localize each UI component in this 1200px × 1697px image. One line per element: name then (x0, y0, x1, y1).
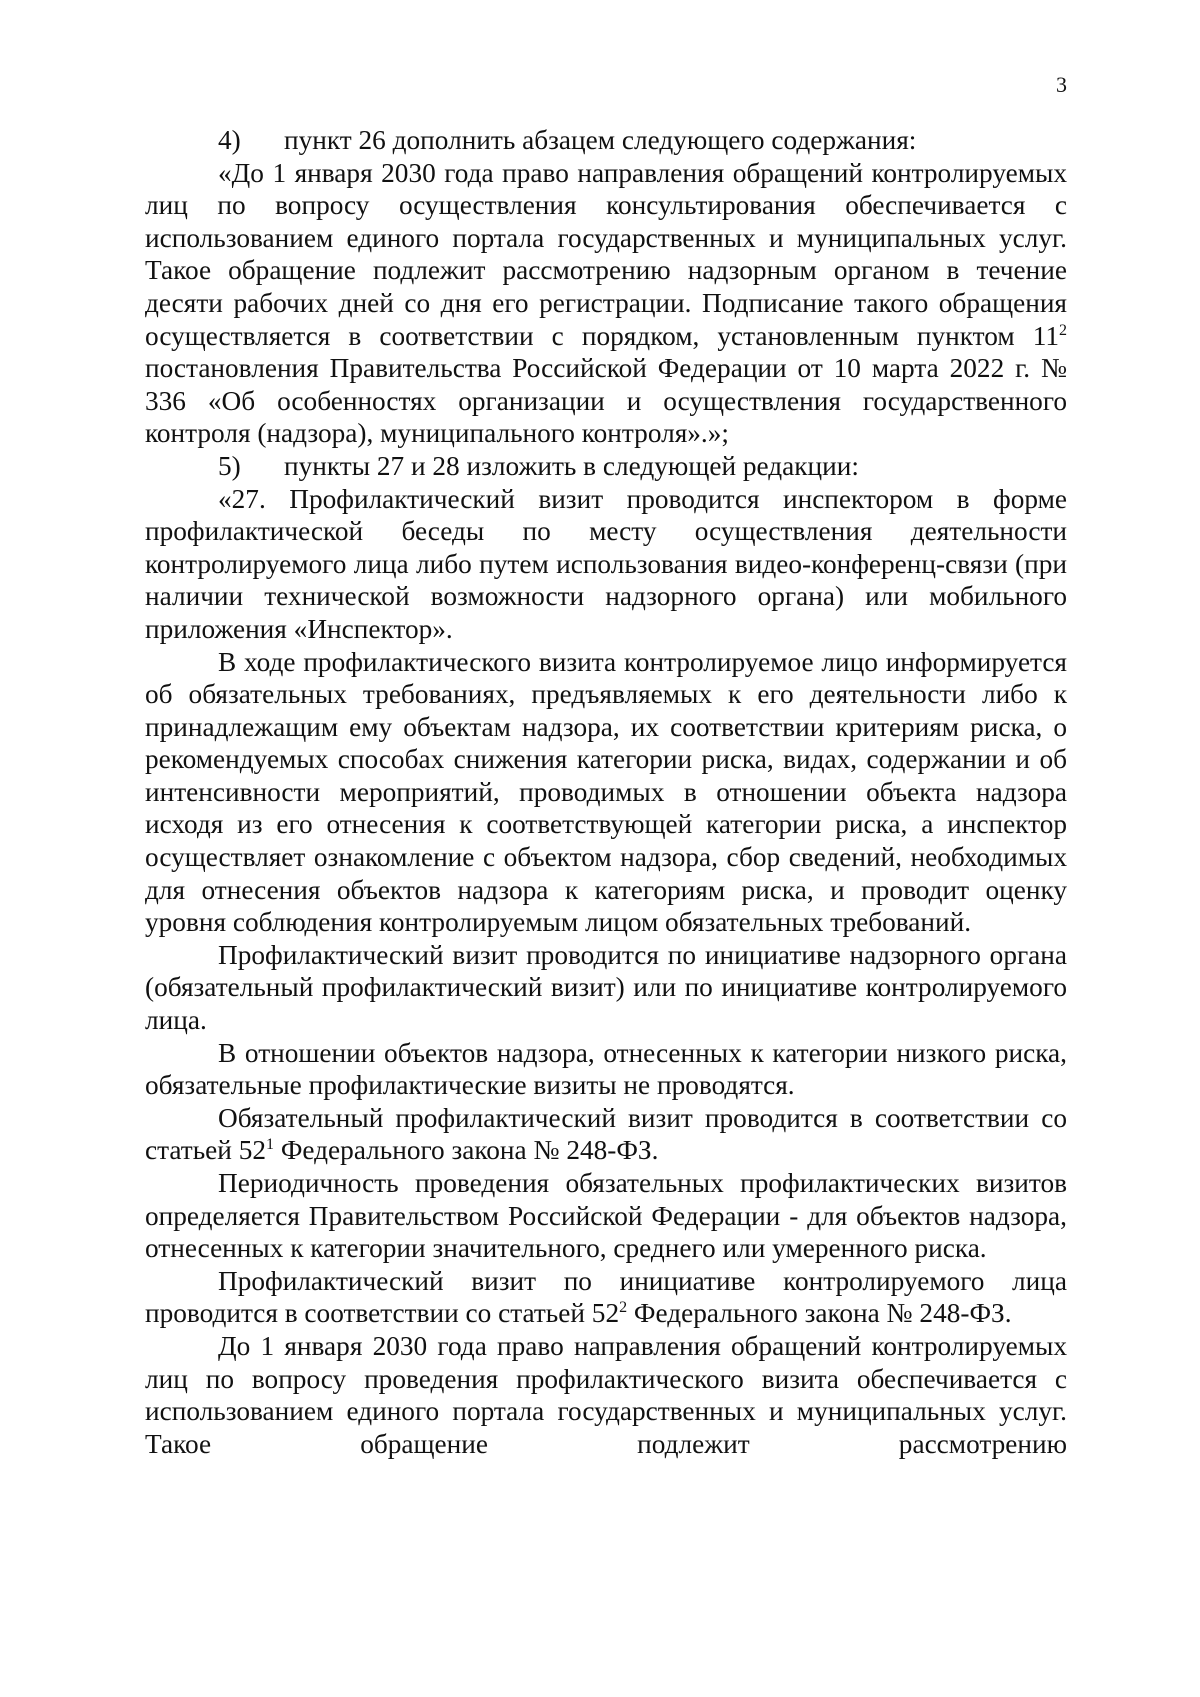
document-body (145, 124, 1067, 1460)
paragraph: Периодичность проведения обязательных профилактических визитов определяется Правительством Российской Федерации - для объектов надзора, отнесенных к категории значительного, среднего или умеренного риска. (145, 1168, 1067, 1264)
text-segment: Профилактический визит по инициативе контролируемого лица проводится в соответствии со статьей 52 (145, 1265, 1067, 1329)
text-segment: Обязательный профилактический визит проводится в соответствии со статьей 52 (145, 1102, 1067, 1166)
item-text: пункты 27 и 28 изложить в следующей редакции: (284, 450, 859, 481)
paragraph-p26-addition (145, 157, 1067, 450)
paragraph: Профилактический визит проводится по инициативе надзорного органа (обязательный профилактический визит) или по инициативе контролируемого лица. (145, 939, 1067, 1036)
paragraph: До 1 января 2030 года право направления обращений контролируемых лиц по вопросу проведения профилактического визита обеспечивается с использованием единого портала государственных и муниципальных услуг. Такое обращение подлежит рассмотрению (145, 1330, 1067, 1459)
paragraph-initiative-visit (145, 1265, 1067, 1330)
item-number: 4) (218, 125, 241, 155)
superscript: 1 (266, 1136, 275, 1154)
superscript: 2 (619, 1299, 628, 1317)
text-segment: «До 1 января 2030 года право направления обращений контролируемых лиц по вопросу осуществления консультирования обеспечивается с использованием единого портала государственных и муниципальных услуг. Такое обращение подлежит рассмотрению надзорным органом в течение десяти рабочих дней со дня его регистрации. Подписание такого обращения осуществляется в соответствии с порядком, установленным пунктом 11 (145, 157, 1067, 351)
text-segment: постановления Правительства Российской Федерации от 10 марта 2022 г. № 336 «Об особенностях организации и осуществления государственного контроля (надзора), муниципального контроля».»; (145, 353, 1067, 449)
page-number: 3 (1056, 72, 1067, 97)
item-number: 5) (218, 450, 241, 481)
list-item-5 (145, 450, 1067, 483)
superscript: 2 (1059, 321, 1067, 339)
paragraph-mandatory-visit (145, 1102, 1067, 1167)
paragraph: В ходе профилактического визита контролируемое лицо информируется об обязательных требованиях, предъявляемых к его деятельности либо к принадлежащим ему объектам надзора, их соответствии критериям риска, о рекомендуемых способах снижения категории риска, видах, содержании и об интенсивности мероприятий, проводимых в отношении объекта надзора исходя из его отнесения к соответствующей категории риска, а инспектор осуществляет ознакомление с объектом надзора, сбор сведений, необходимых для отнесения объектов надзора к категориям риска, и проводит оценку уровня соблюдения контролируемым лицом обязательных требований. (145, 646, 1067, 938)
paragraph: В отношении объектов надзора, отнесенных к категории низкого риска, обязательные профилактические визиты не проводятся. (145, 1037, 1067, 1101)
text-segment: Федерального закона № 248-ФЗ. (274, 1135, 659, 1166)
paragraph: «27. Профилактический визит проводится инспектором в форме профилактической беседы по месту осуществления деятельности контролируемого лица либо путем использования видео-конференц-связи (при наличии технической возможности надзорного органа) или мобильного приложения «Инспектор». (145, 483, 1067, 644)
text-segment: Федерального закона № 248-ФЗ. (627, 1298, 1012, 1329)
item-text: пункт 26 дополнить абзацем следующего содержания: (284, 125, 917, 155)
list-item-4 (145, 124, 1067, 157)
